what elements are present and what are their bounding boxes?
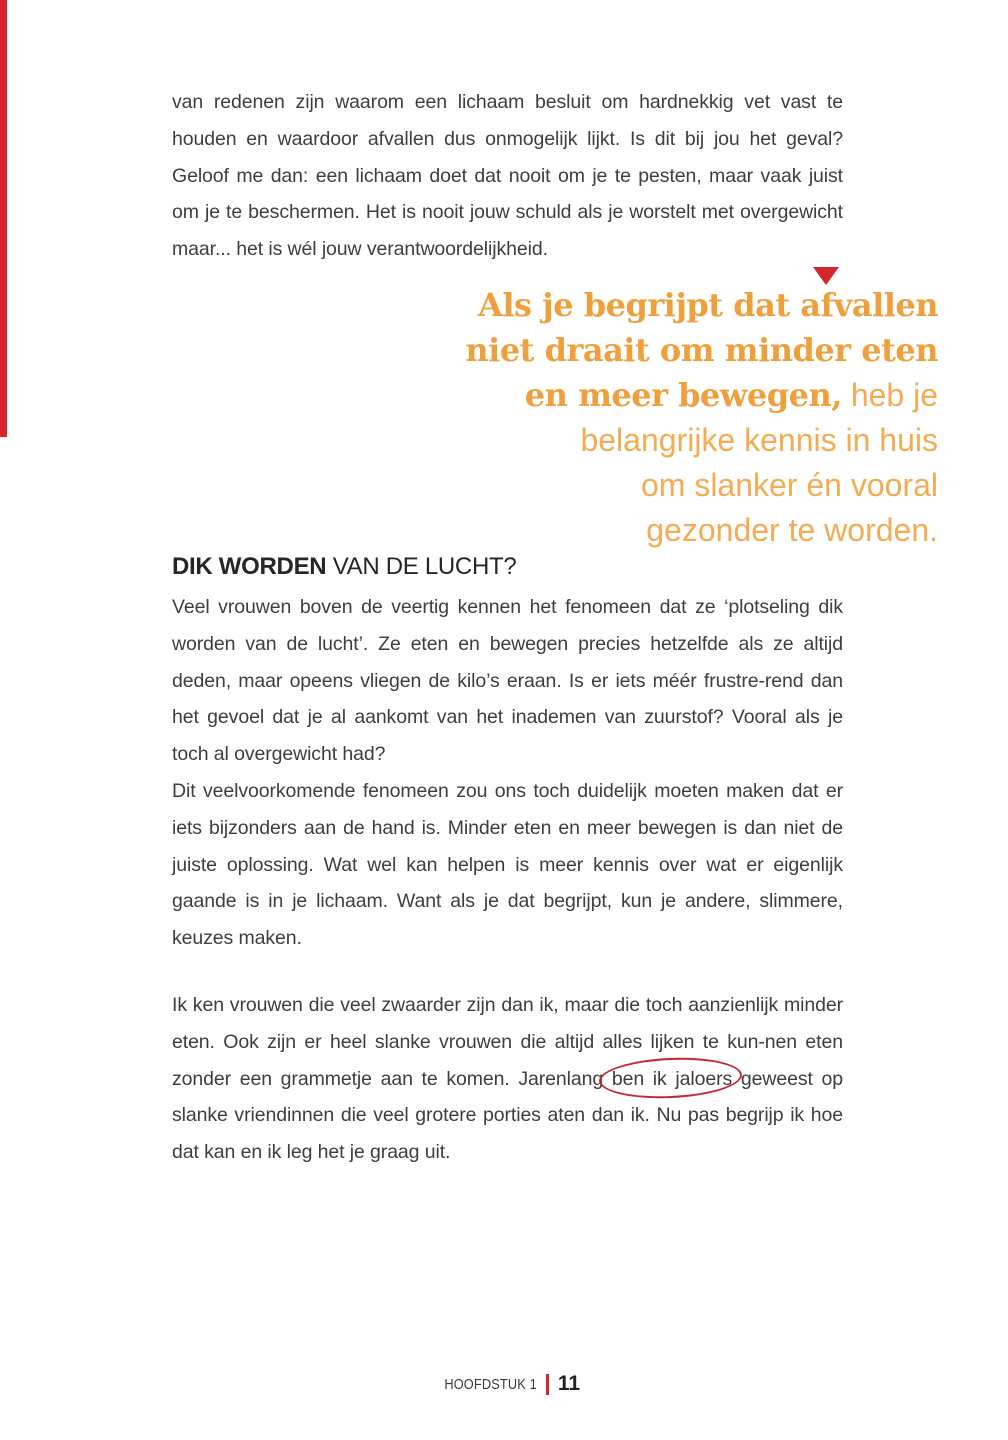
section-paragraph-1: Veel vrouwen boven de veertig kennen het fenomeen dat ze ‘plotseling dik worden van de lucht’. Ze eten en bewegen precies hetzelfde als ze altijd deden, maar opeens vliegen de kilo’s eraan. Is er iets méér frustre-rend dan het gevoel dat je al aankomt van het inademen van zuurstof? Vooral als je toch al overgewicht had? [172,596,843,766]
pull-quote [172,286,938,556]
pull-quote-line [172,466,938,511]
annotated-phrase [612,1068,732,1090]
pull-quote-light-text: heb je [841,377,938,413]
closing-text-before-annotation: Ik ken vrouwen die veel zwaarder zijn dan ik, maar die toch aanzienlijk minder eten. Ook zijn er heel slanke vrouwen die altijd alles lijken te kun-nen eten zonder een grammetje aan te komen. Jarenlang [172,994,843,1090]
pull-quote-bold-text: Als je begrijpt dat afvallen [477,286,938,324]
page-number: 11 [557,1372,581,1395]
pull-quote-line [172,511,938,556]
pull-quote-bold-text: niet draait om minder eten [465,331,938,369]
pull-quote-light-text: belangrijke kennis in huis [580,422,938,458]
section-body [172,589,843,957]
section-heading [172,553,516,581]
section-heading-bold: DIK WORDEN [172,553,327,580]
intro-paragraph-text: van redenen zijn waarom een lichaam besluit om hardnekkig vet vast te houden en waardoor afvallen dus onmogelijk lijkt. Is dit bij jou het geval? Geloof me dan: een lichaam doet dat nooit om je te pesten, maar vaak juist om je te beschermen. Het is nooit jouw schuld als je worstelt met overgewicht maar... het is wél jouw verantwoordelijkheid. [172,91,843,261]
pull-quote-bold-text: en meer bewegen, [524,376,842,414]
pull-quote-light-text: om slanker én vooral [640,467,938,503]
pull-quote-line [172,286,938,331]
section-paragraph-2: Dit veelvoorkomende fenomeen zou ons toch duidelijk moeten maken dat er iets bijzonders aan de hand is. Minder eten en meer bewegen is dan niet de juiste oplossing. Wat wel kan helpen is meer kennis over wat er eigenlijk gaande is in je lichaam. Want als je dat begrijpt, kun je andere, slimmere, keuzes maken. [172,779,843,950]
closing-paragraph-text [172,987,843,1171]
pull-quote-line [172,331,938,376]
chapter-label: HOOFDSTUK 1 [444,1375,537,1393]
closing-text-after-annotation: geweest op slanke vriendinnen die veel grotere porties aten dan ik. Nu pas begrijp ik hoe dat kan en ik leg het je graag uit. [172,1067,844,1164]
page-footer [0,1372,1008,1396]
intro-paragraph [172,84,843,268]
section-heading-regular: VAN DE LUCHT? [326,553,517,580]
closing-paragraph [172,987,843,1171]
pull-quote-light-text: gezonder te worden. [646,512,938,548]
pull-quote-line [172,376,938,421]
red-triangle-marker-icon [813,267,839,285]
pull-quote-line [172,421,938,466]
annotated-phrase-text: ben ik jaloers [611,1067,733,1090]
red-spine-bar [0,0,7,437]
footer-divider [546,1374,549,1395]
